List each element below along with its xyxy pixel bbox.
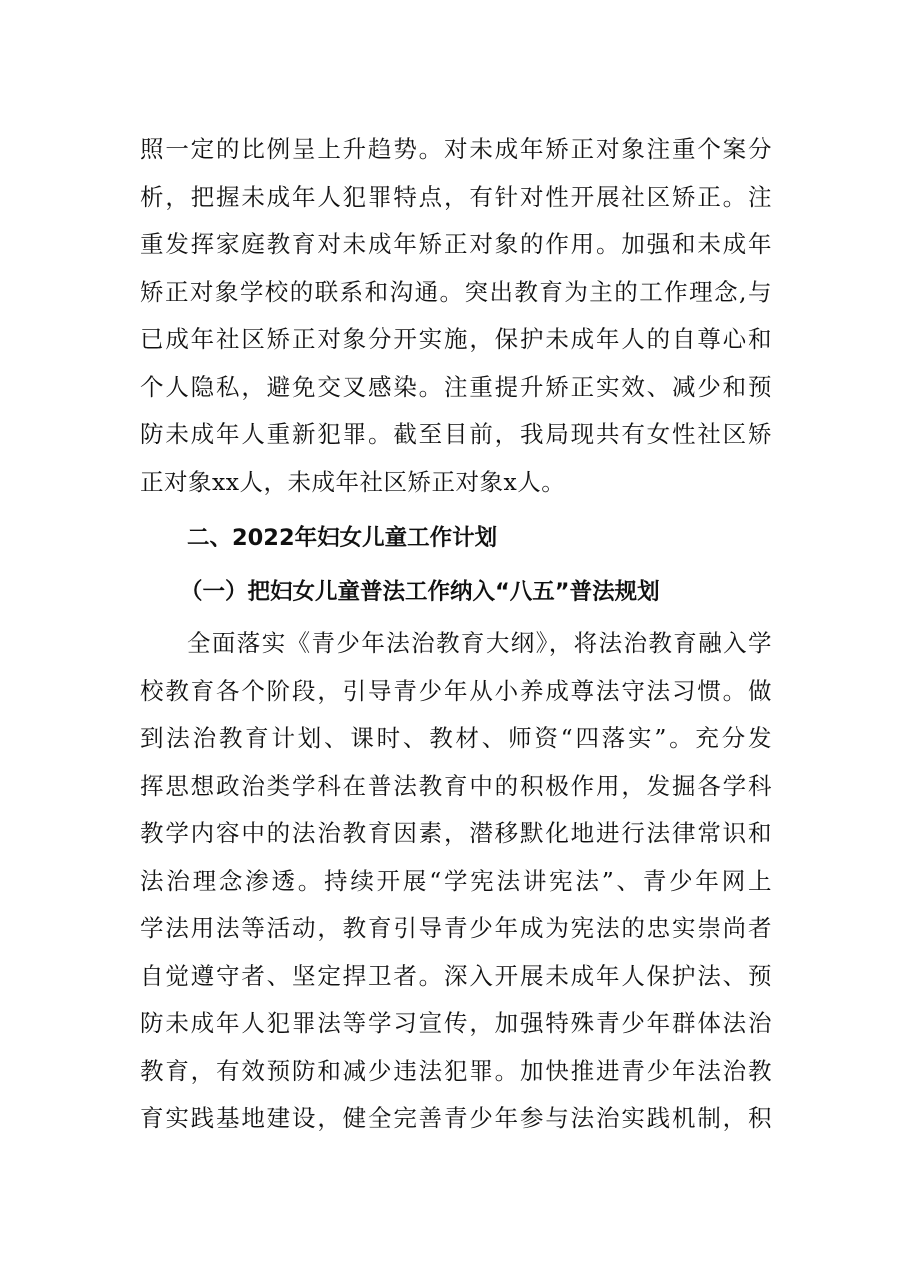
paragraph-continuation bbox=[140, 126, 772, 506]
text-line: 教育，有效预防和减少违法犯罪。加快推进青少年法治教 bbox=[140, 1056, 772, 1085]
text-line: 防未成年人重新犯罪。截至目前，我局现共有女性社区矫 bbox=[140, 420, 772, 448]
text-line: 学法用法等活动，教育引导青少年成为宪法的忠实崇尚者 bbox=[140, 914, 772, 942]
text-line: 正对象xx人，未成年社区矫正对象x人。 bbox=[140, 467, 566, 496]
text-line: 自觉遵守者、坚定捍卫者。深入开展未成年人保护法、预 bbox=[140, 961, 772, 990]
subsection-heading: （一）把妇女儿童普法工作纳入“八五”普法规划 bbox=[180, 579, 660, 605]
text-line: 教学内容中的法治教育因素，潜移默化地进行法律常识和 bbox=[140, 819, 772, 847]
text-line: 到法治教育计划、课时、教材、师资“四落实”。充分发 bbox=[140, 724, 772, 752]
text-line: 矫正对象学校的联系和沟通。突出教育为主的工作理念,与 bbox=[140, 277, 772, 306]
text-line: 防未成年人犯罪法等学习宣传，加强特殊青少年群体法治 bbox=[140, 1009, 772, 1037]
paragraph-body bbox=[140, 620, 772, 1143]
text-line: 校教育各个阶段，引导青少年从小养成尊法守法习惯。做 bbox=[140, 676, 772, 705]
text-line: 个人隐私，避免交叉感染。注重提升矫正实效、减少和预 bbox=[140, 372, 772, 401]
text-line: 重发挥家庭教育对未成年矫正对象的作用。加强和未成年 bbox=[140, 230, 772, 258]
section-heading: 二、2022年妇女儿童工作计划 bbox=[187, 525, 498, 551]
text-line: 法治理念渗透。持续开展“学宪法讲宪法”、青少年网上 bbox=[140, 866, 772, 895]
text-line: 全面落实《青少年法治教育大纲》，将法治教育融入学 bbox=[187, 629, 772, 657]
document-page bbox=[140, 126, 772, 1143]
text-line: 已成年社区矫正对象分开实施，保护未成年人的自尊心和 bbox=[140, 325, 772, 353]
text-line: 挥思想政治类学科在普法教育中的积极作用，发掘各学科 bbox=[140, 771, 772, 800]
text-line: 析，把握未成年人犯罪特点，有针对性开展社区矫正。注 bbox=[140, 182, 772, 211]
text-line: 育实践基地建设，健全完善青少年参与法治实践机制，积 bbox=[140, 1104, 772, 1132]
text-line: 照一定的比例呈上升趋势。对未成年矫正对象注重个案分 bbox=[140, 135, 772, 163]
